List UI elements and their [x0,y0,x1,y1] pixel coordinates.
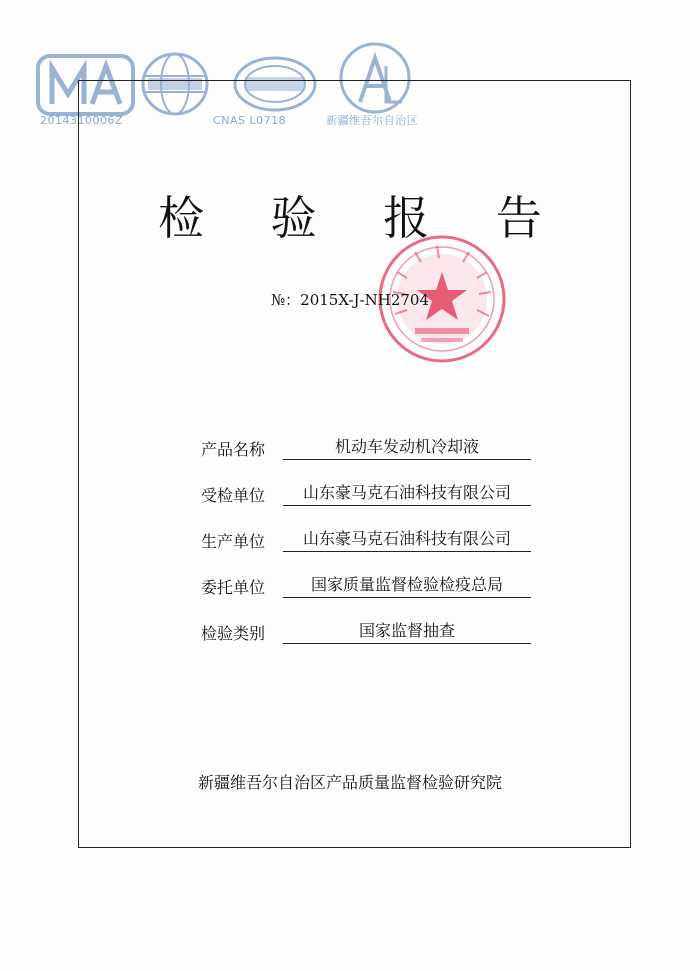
report-title: 检 验 报 告 [158,191,568,245]
cnas-stamp-code: CNAS L0718 [213,114,287,127]
field-row-inspected-unit [201,460,531,506]
field-row-product-name [201,414,531,460]
region-stamp-code: 新疆维吾尔自治区 [326,114,419,127]
field-row-manufacturer [201,506,531,552]
field-label: 生产单位 [201,532,266,551]
field-label: 委托单位 [201,578,266,597]
field-value: 山东豪马克石油科技有限公司 [283,529,531,552]
field-value: 国家监督抽查 [283,621,531,644]
cma-stamp-code: 2014310006Z [40,114,124,127]
field-row-inspection-type [201,598,531,644]
field-label: 产品名称 [201,440,266,459]
field-value: 国家质量监督检验检疫总局 [283,575,531,598]
report-fields [201,414,531,644]
field-label: 检验类别 [201,624,266,643]
field-value: 机动车发动机冷却液 [283,437,531,460]
issuing-institution: 新疆维吾尔自治区产品质量监督检验研究院 [197,773,502,792]
field-row-commissioning-unit [201,552,531,598]
field-label: 受检单位 [201,486,266,505]
field-value: 山东豪马克石油科技有限公司 [283,483,531,506]
report-number: №：2015X-J-NH2704 [270,291,430,309]
